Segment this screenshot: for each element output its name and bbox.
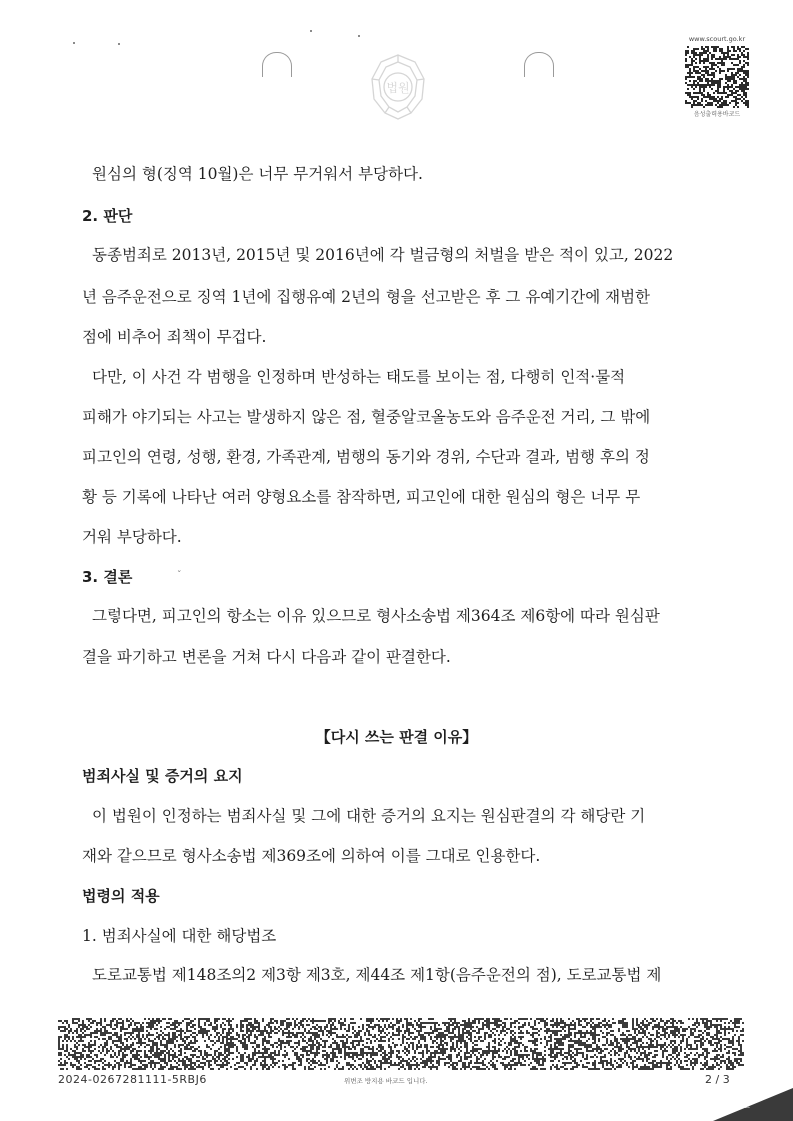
punch-hole xyxy=(262,52,292,77)
qr-caption: 음성출력용바코드 xyxy=(693,111,741,118)
scan-dot xyxy=(118,43,120,45)
page-number: 2 / 3 xyxy=(705,1073,730,1086)
section-heading: 법령의 적용 xyxy=(82,887,160,905)
section-heading: 범죄사실 및 증거의 요지 xyxy=(82,767,243,785)
section-heading: 3. 결론 xyxy=(82,568,133,586)
text-line: 다만, 이 사건 각 범행을 인정하며 반성하는 태도를 보이는 점, 다행히 인적·물적 xyxy=(92,368,626,386)
qr-code xyxy=(685,46,749,108)
seal-text: 법원 xyxy=(386,81,410,95)
text-line: 피해가 야기되는 사고는 발생하지 않은 점, 혈중알코올농도와 음주운전 거리, 그 밖에 xyxy=(82,408,651,426)
subsection-heading: 1. 범죄사실에 대한 해당법조 xyxy=(82,927,277,945)
barcode-note: 위변조 방지용 바코드 입니다. xyxy=(344,1077,428,1085)
scan-dot xyxy=(73,42,75,44)
text-line: 결을 파기하고 변론을 거쳐 다시 다음과 같이 판결한다. xyxy=(82,648,451,666)
text-line: 그렇다면, 피고인의 항소는 이유 있으므로 형사소송법 제364조 제6항에 따라 원심판 xyxy=(92,607,660,625)
text-line: 동종범죄로 2013년, 2015년 및 2016년에 각 벌금형의 처벌을 받은 적이 있고, 2022 xyxy=(92,246,674,264)
text-line: 점에 비추어 죄책이 무겁다. xyxy=(82,328,267,346)
text-line: 거워 부당하다. xyxy=(82,528,182,546)
text-line: 년 음주운전으로 징역 1년에 집행유예 2년의 형을 선고받은 후 그 유예기간에 재범한 xyxy=(82,288,651,306)
qr-url: www.scourt.go.kr xyxy=(688,35,746,43)
court-seal-icon xyxy=(367,51,429,123)
text-line: 원심의 형(징역 10월)은 너무 무거워서 부당하다. xyxy=(92,165,423,183)
section-title: 【다시 쓰는 판결 이유】 xyxy=(315,728,478,746)
text-line: 이 법원이 인정하는 범죄사실 및 그에 대한 증거의 요지는 원심판결의 각 해당란 기 xyxy=(92,807,646,825)
text-line: 피고인의 연령, 성행, 환경, 가족관계, 범행의 동기와 경위, 수단과 결과, 범행 후의 정 xyxy=(82,448,650,466)
punch-hole xyxy=(524,52,554,77)
section-heading: 2. 판단 xyxy=(82,207,133,225)
scan-mark: ˇ xyxy=(177,571,182,581)
text-line: 재와 같으므로 형사소송법 제369조에 의하여 이를 그대로 인용한다. xyxy=(82,847,541,865)
scan-dot xyxy=(310,30,312,32)
corner-text: 대한민국법원 xyxy=(704,1100,751,1109)
text-line: 도로교통법 제148조의2 제3항 제3호, 제44조 제1항(음주운전의 점), 도로교통법 제 xyxy=(92,966,662,984)
scan-dot xyxy=(358,35,360,37)
document-id: 2024-0267281111-5RBJ6 xyxy=(58,1073,207,1086)
anti-forgery-barcode xyxy=(58,1018,744,1070)
text-line: 황 등 기록에 나타난 여러 양형요소를 참작하면, 피고인에 대한 원심의 형은 너무 무 xyxy=(82,488,641,506)
